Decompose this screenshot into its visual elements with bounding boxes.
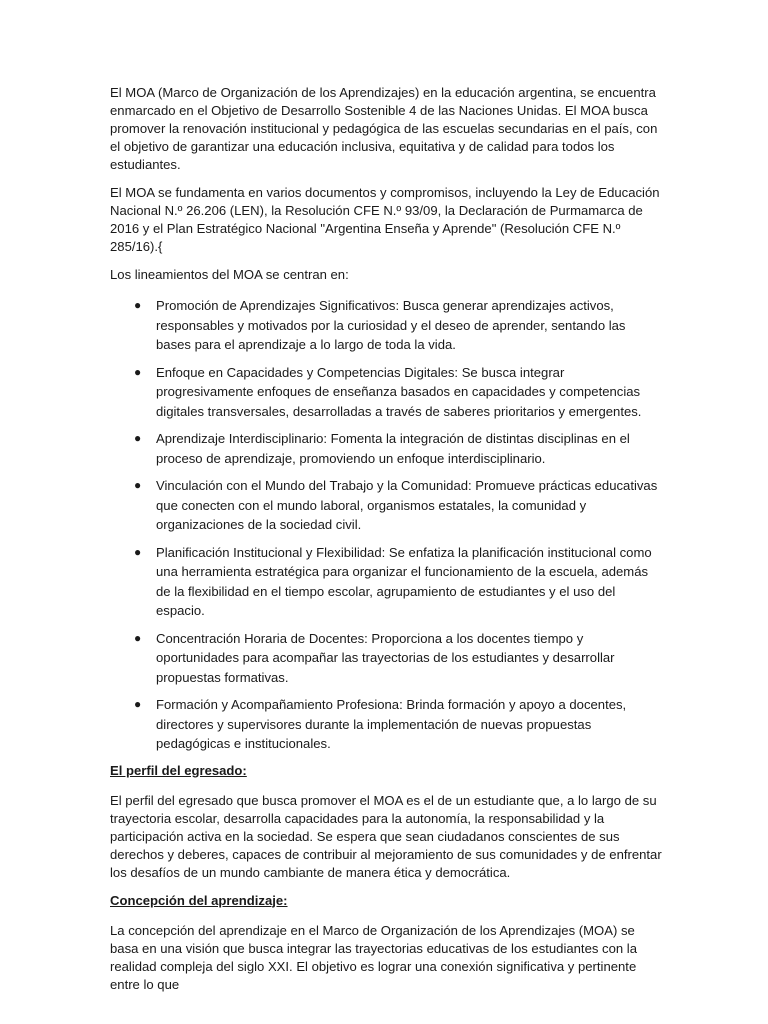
intro-paragraph: El MOA (Marco de Organización de los Aprendizajes) en la educación argentina, se encuentra enmarcado en el Objetivo de Desarrollo Sostenible 4 de las Naciones Unidas. El MOA busca promover la renovación institucional y pedagógica de las escuelas secundarias en el país, con el objetivo de garantizar una educación inclusiva, equitativa y de calidad para todos los estudiantes. bbox=[110, 85, 658, 172]
list-item: ● Formación y Acompañamiento Profesiona: Brinda formación y apoyo a docentes, directores y supervisores durante la implementación de nuevas propuestas pedagógicas e institucionales. bbox=[134, 697, 627, 751]
list-item: ● Aprendizaje Interdisciplinario: Fomenta la integración de distintas disciplinas en el proceso de aprendizaje, promoviendo un enfoque interdisciplinario. bbox=[134, 431, 630, 466]
guidelines-list bbox=[110, 296, 662, 754]
bullet-icon: ● bbox=[134, 431, 142, 445]
guidelines-intro: Los lineamientos del MOA se centran en: bbox=[110, 267, 349, 282]
bullet-icon: ● bbox=[134, 298, 142, 312]
learning-concept-heading: Concepción del aprendizaje: bbox=[110, 892, 288, 908]
graduate-profile-paragraph: El perfil del egresado que busca promover el MOA es el de un estudiante que, a lo largo de su trayectoria escolar, desarrolla capacidades para la autonomía, la responsabilidad y la participación activa en la sociedad. Se espera que sean ciudadanos conscientes de sus derechos y deberes, capaces de contribuir al mejoramiento de sus comunidades y de enfrentar los desafíos de un mundo cambiante de manera ética y democrática. bbox=[110, 792, 662, 880]
bullet-icon: ● bbox=[134, 478, 142, 492]
bullet-icon: ● bbox=[134, 697, 142, 711]
learning-concept-paragraph: La concepción del aprendizaje en el Marco de Organización de los Aprendizajes (MOA) se basa en una visión que busca integrar las trayectorias educativas de los estudiantes con la realidad compleja del siglo XXI. El objetivo es lograr una conexión significativa y pertinente entre lo que bbox=[110, 922, 637, 992]
graduate-profile-heading: El perfil del egresado: bbox=[110, 762, 247, 778]
bullet-icon: ● bbox=[134, 630, 142, 645]
list-item: ● Promoción de Aprendizajes Significativos: Busca generar aprendizajes activos, responsables y motivados por la curiosidad y el deseo de aprender, sentando las bases para el aprendizaje a lo largo de toda la vida. bbox=[134, 298, 626, 352]
list-item: ● Planificación Institucional y Flexibilidad: Se enfatiza la planificación institucional como una herramienta estratégica para organizar el funcionamiento de la escuela, además de la flexibilidad en el tiempo escolar, agrupamiento de estudiantes y el uso del espacio. bbox=[134, 544, 652, 618]
foundations-paragraph: El MOA se fundamenta en varios documentos y compromisos, incluyendo la Ley de Educación Nacional N.º 26.206 (LEN), la Resolución CFE N.º 93/09, la Declaración de Purmamarca de 2016 y el Plan Estratégico Nacional "Argentina Enseña y Aprende" (Resolución CFE N.º 285/16).{ bbox=[110, 185, 660, 254]
list-item: ● Concentración Horaria de Docentes: Proporciona a los docentes tiempo y oportunidades para acompañar las trayectorias de los estudiantes y desarrollar propuestas formativas. bbox=[134, 630, 615, 685]
list-item: ● Vinculación con el Mundo del Trabajo y la Comunidad: Promueve prácticas educativas que conecten con el mundo laboral, organismos estatales, la comunidad y organizaciones de la sociedad civil. bbox=[134, 478, 658, 532]
list-item: ● Enfoque en Capacidades y Competencias Digitales: Se busca integrar progresivamente enfoques de enseñanza basados en capacidades y competencias digitales transversales, desarrolladas a través de saberes prioritarios y emergentes. bbox=[134, 364, 642, 419]
bullet-icon: ● bbox=[134, 364, 142, 379]
bullet-icon: ● bbox=[134, 544, 142, 559]
